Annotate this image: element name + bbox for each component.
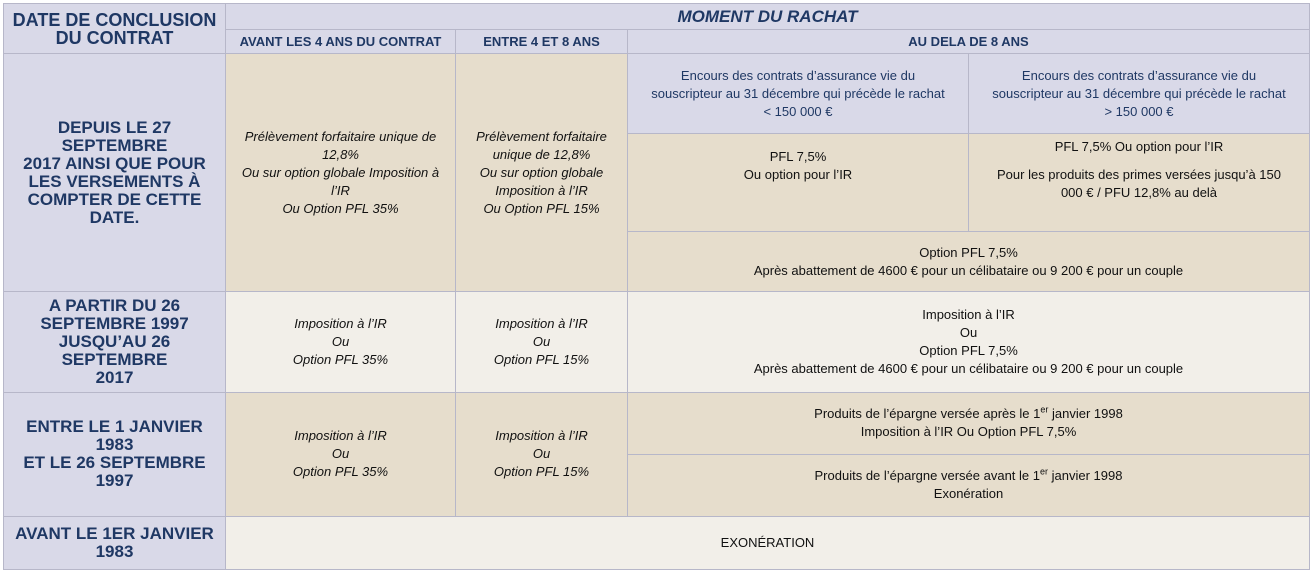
cell-encours-superieur: Encours des contrats d’assurance vie du souscripteur au 31 décembre qui précède le rachat > 150 000 € [969,54,1310,134]
cell-1983-entre-4-8-ans: Imposition à l’IR Ou Option PFL 15% [456,392,628,516]
cell-2017-entre-4-8-ans: Prélèvement forfaitaire unique de 12,8% Ou sur option globale Imposition à l’IR Ou Option PFL 15% [456,54,628,292]
row-label-avant-1983: AVANT LE 1ER JANVIER 1983 [4,516,226,569]
header-entre-4-et-8-ans: ENTRE 4 ET 8 ANS [456,30,628,54]
cell-pfl-inferieur: PFL 7,5% Ou option pour l’IR [628,134,969,232]
cell-pfl-superieur: PFL 7,5% Ou option pour l’IR Pour les produits des primes versées jusqu’à 150 000 € / PFU 12,8% au delà [969,134,1310,232]
cell-1997-avant-4-ans: Imposition à l’IR Ou Option PFL 35% [226,292,456,392]
rachat-tax-table [3,3,1310,570]
cell-encours-inferieur: Encours des contrats d’assurance vie du souscripteur au 31 décembre qui précède le rachat < 150 000 € [628,54,969,134]
header-au-dela-8-ans: AU DELA DE 8 ANS [628,30,1310,54]
row-label-depuis-2017: DEPUIS LE 27 SEPTEMBRE 2017 AINSI QUE POUR LES VERSEMENTS À COMPTER DE CETTE DATE. [4,54,226,292]
header-date-conclusion: DATE DE CONCLUSION DU CONTRAT [4,4,226,54]
cell-1997-au-dela-8-ans: Imposition à l’IR Ou Option PFL 7,5% Après abattement de 4600 € pour un célibataire ou 9 200 € pour un couple [628,292,1310,392]
row-label-1983-1997: ENTRE LE 1 JANVIER 1983 ET LE 26 SEPTEMBRE 1997 [4,392,226,516]
row-label-1997-2017: A PARTIR DU 26 SEPTEMBRE 1997 JUSQU’AU 26 SEPTEMBRE 2017 [4,292,226,392]
header-avant-4-ans: AVANT LES 4 ANS DU CONTRAT [226,30,456,54]
cell-option-pfl-abattement: Option PFL 7,5% Après abattement de 4600 € pour un célibataire ou 9 200 € pour un couple [628,232,1310,292]
header-moment-du-rachat: MOMENT DU RACHAT [226,4,1310,30]
cell-epargne-avant-1998: Produits de l’épargne versée avant le 1er janvier 1998 Exonération [628,454,1310,516]
cell-1997-entre-4-8-ans: Imposition à l’IR Ou Option PFL 15% [456,292,628,392]
cell-exoneration: EXONÉRATION [226,516,1310,569]
cell-2017-avant-4-ans: Prélèvement forfaitaire unique de 12,8% Ou sur option globale Imposition à l’IR Ou Option PFL 35% [226,54,456,292]
cell-epargne-apres-1998: Produits de l’épargne versée après le 1er janvier 1998 Imposition à l’IR Ou Option PFL 7,5% [628,392,1310,454]
cell-1983-avant-4-ans: Imposition à l’IR Ou Option PFL 35% [226,392,456,516]
